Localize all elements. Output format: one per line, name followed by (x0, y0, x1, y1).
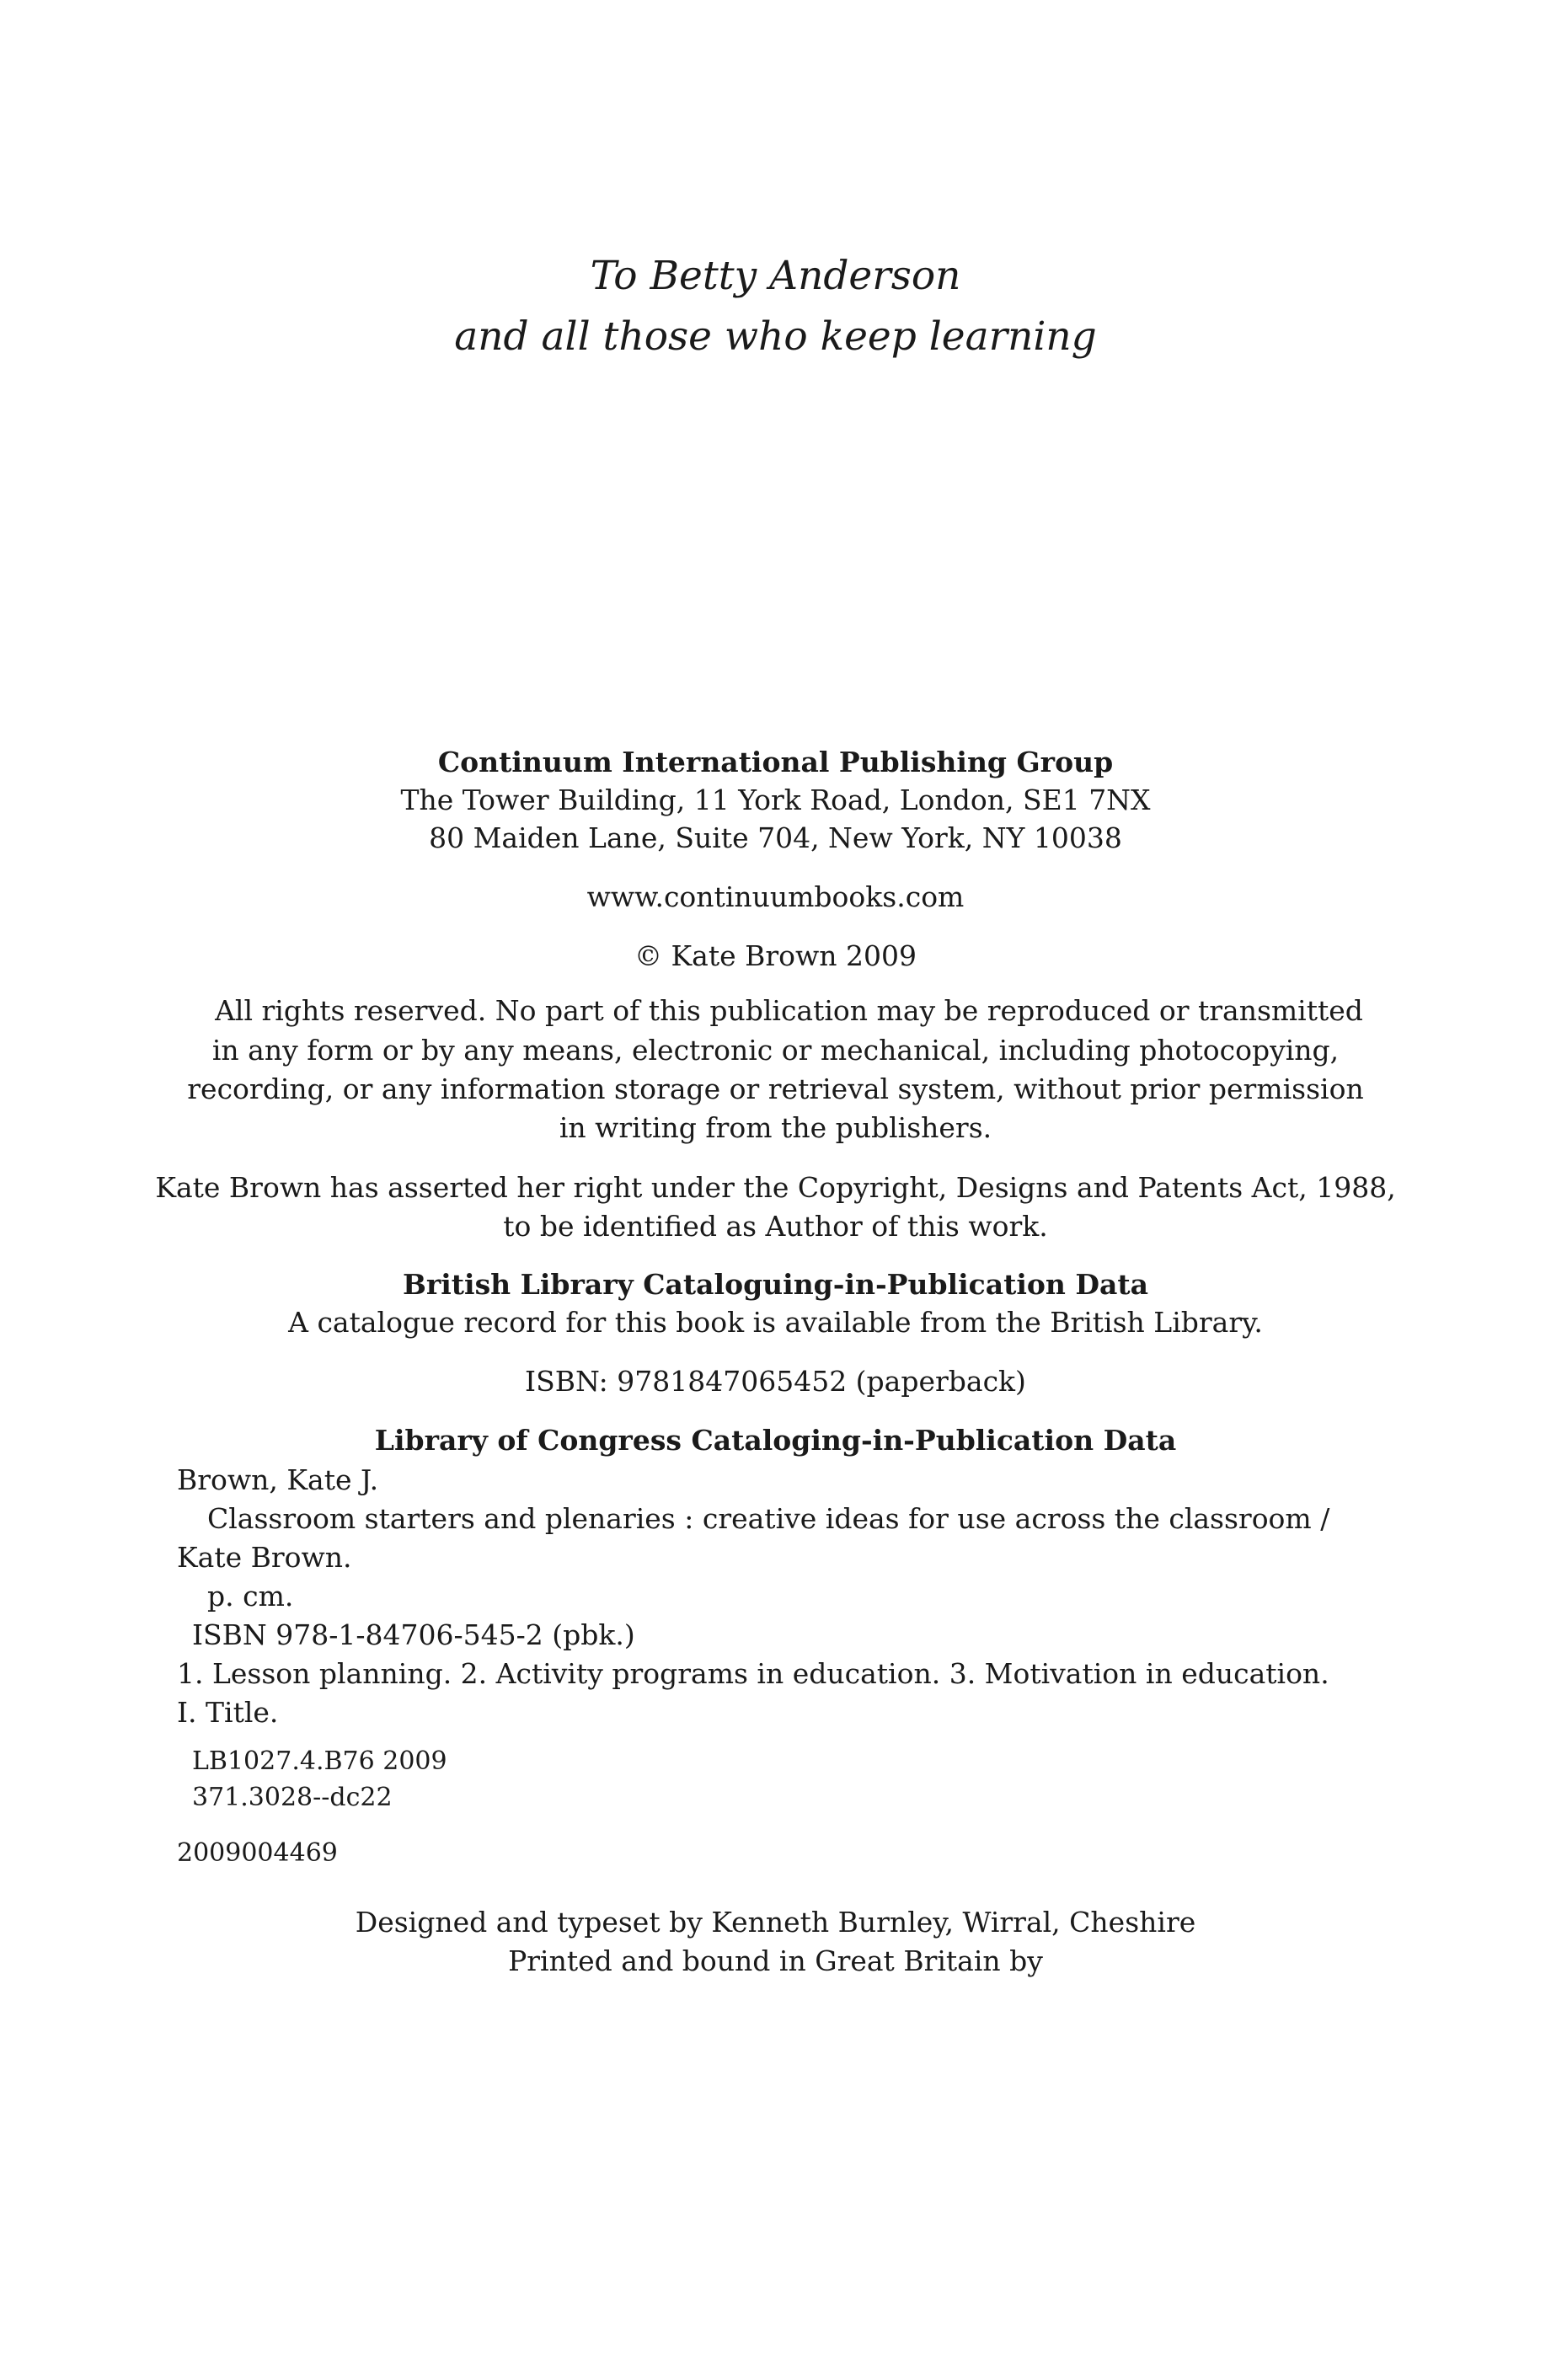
loc-title-line-2: Kate Brown. (177, 1541, 352, 1574)
publisher-address-london: The Tower Building, 11 York Road, London, SE1 7NX (400, 784, 1151, 816)
credits-printed: Printed and bound in Great Britain by (508, 1944, 1043, 1977)
assertion-line-2: to be identified as Author of this work. (503, 1210, 1048, 1243)
rights-line-4: in writing from the publishers. (559, 1111, 992, 1144)
british-library-heading: British Library Cataloguing-in-Publication Data (402, 1268, 1149, 1301)
loc-isbn: ISBN 978-1-84706-545-2 (pbk.) (192, 1618, 635, 1651)
loc-pages: p. cm. (207, 1580, 294, 1613)
publisher-website: www.continuumbooks.com (586, 880, 965, 913)
rights-line-1: All rights reserved. No part of this publication may be reproduced or transmitted (215, 994, 1363, 1027)
loc-subjects-line-2: I. Title. (177, 1696, 279, 1729)
loc-dewey: 371.3028--dc22 (192, 1783, 393, 1812)
loc-subjects-line-1: 1. Lesson planning. 2. Activity programs in education. 3. Motivation in education. (177, 1657, 1329, 1690)
credits-designed: Designed and typeset by Kenneth Burnley, Wirral, Cheshire (355, 1906, 1196, 1939)
rights-line-2: in any form or by any means, electronic or mechanical, including photocopying, (211, 1034, 1340, 1067)
rights-line-3: recording, or any information storage or retrieval system, without prior permission (187, 1072, 1364, 1105)
loc-author: Brown, Kate J. (177, 1463, 379, 1496)
publisher-name: Continuum International Publishing Group (437, 746, 1114, 778)
loc-call-number: LB1027.4.B76 2009 (192, 1746, 447, 1776)
publisher-address-newyork: 80 Maiden Lane, Suite 704, New York, NY 10038 (429, 821, 1122, 854)
copyright-notice: © Kate Brown 2009 (634, 939, 917, 972)
assertion-line-1: Kate Brown has asserted her right under the Copyright, Designs and Patents Act, 1988, (155, 1171, 1396, 1204)
dedication (0, 246, 1551, 367)
loc-heading: Library of Congress Cataloging-in-Publication Data (374, 1424, 1177, 1457)
dedication-line-2: and all those who keep learning (454, 313, 1097, 360)
british-library-isbn: ISBN: 9781847065452 (paperback) (525, 1365, 1026, 1398)
british-library-text: A catalogue record for this book is available from the British Library. (288, 1306, 1263, 1339)
dedication-line-1: To Betty Anderson (590, 253, 961, 299)
loc-title-line-1: Classroom starters and plenaries : creative ideas for use across the classroom / (207, 1502, 1330, 1535)
loc-lccn: 2009004469 (177, 1838, 338, 1868)
